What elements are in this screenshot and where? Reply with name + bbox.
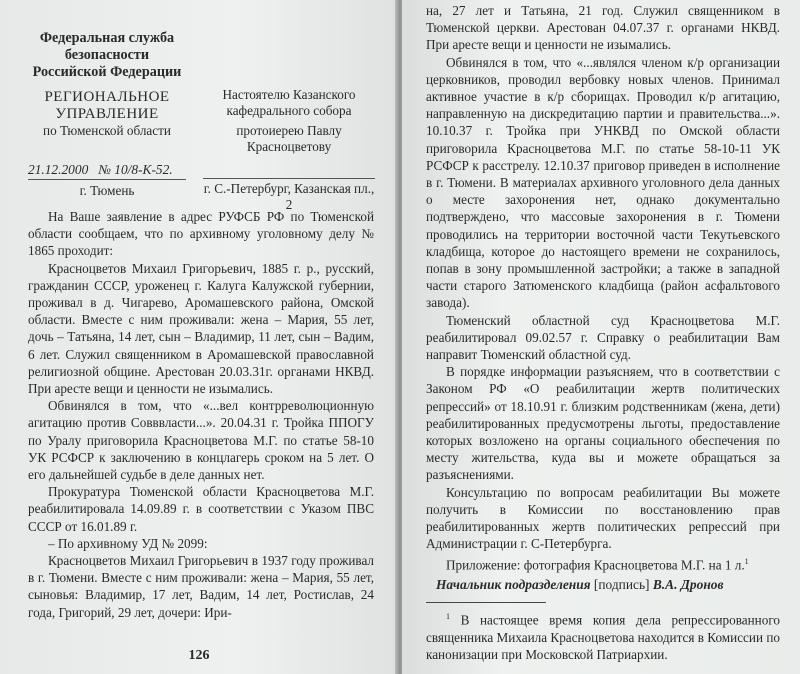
letter-number: № 10/8-К-52. [98, 162, 173, 177]
paragraph: Красноцветов Михаил Григорьевич, 1885 г. р., русский, гражданин СССР, уроженец г. Калуга Калужской губернии, проживал в д. Чигарево, Аромашевского района, Омской области. Вместе с ним проживали: жена – Мария, 55 лет, дочь – Татьяна, 14 лет, сын – Владимир, 11 лет, сын – Вадим, 6 лет. Служил священником в Аромашевской православной религиозной общине. Арестован 20.03.31г. органами НКВД. При аресте вещи и ценности не изымались. [28, 260, 374, 397]
recipient-line-2: протоиерею Павлу Красноцветову [236, 123, 342, 154]
date-block [28, 162, 186, 199]
paragraph: Прокуратура Тюменской области Красноцветова М.Г. реабилитировала 14.09.89 г. в соответствии с Указом ПВС СССР от 16.01.89 г. [28, 484, 374, 534]
right-page [402, 0, 800, 674]
signer-name: В.А. Дронов [652, 577, 724, 593]
paragraph: Тюменский областной суд Красноцветова М.Г. реабилитировал 09.02.57 г. Справку о реабилитации Вам направит Тюменский областной суд. [426, 312, 780, 363]
signature-line [426, 577, 780, 593]
recipient-line-1: Настоятелю Казанского кафедрального собора [222, 87, 356, 118]
paragraph: – По архивному УД № 2099: [48, 535, 208, 551]
signature-note: [подпись] [593, 577, 650, 593]
attachment-text: Приложение: фотография Красноцветова М.Г. на 1 л. [446, 556, 745, 572]
recipient-address: г. С.-Петербург, Казанская пл., 2 [203, 178, 375, 213]
department-subtitle: по Тюменской области [43, 123, 171, 138]
sender-block [28, 30, 186, 139]
footnote-marker: 1 [744, 556, 749, 566]
signer-position: Начальник подразделения [436, 577, 591, 593]
paragraph: Обвинялся в том, что «...вел контрреволюционную агитацию против Совввласти...». 20.04.31 г. Тройка ППОГУ по Уралу приговорила Красноцветова М.Г. по статье 58-10 УК РСФСР к заключению в концлагерь сроком на 5 лет. О его дальнейшей судьбе в деле данных нет. [28, 398, 374, 483]
paragraph: В порядке информации разъясняем, что в соответствии с Законом РФ «О реабилитации жертв политических репрессий» от 18.10.91 г. близким родственникам (жена, дети) реабилитированных предусмотрены льготы, предоставление которых возложено на органы социального обеспечения по месту жительства, куда вы и можете обращаться за разъяснениями. [426, 364, 780, 483]
footnote [426, 608, 780, 663]
right-body [426, 2, 780, 663]
paragraph: Консультацию по вопросам реабилитации Вы можете получить в Комиссии по восстановлению прав реабилитированных жертв политических репрессий при Администрации г. С-Петербурга. [426, 484, 780, 552]
footnote-divider [426, 602, 546, 603]
paragraph: Обвинялся в том, что «...являлся членом к/р организации церковников, проводил вербовку новых членов. Принимал активное участие в к/р сборищах. Проводил к/р агитацию, направленную на дискредитацию партии и правительства...». 10.10.37 г. Тройка при УНКВД по Омской области приговорила Красноцветова М.Г. по статье 58-10-11 УК РСФСР к расстрелу. 12.10.37 приговор приведен в исполнение в г. Тюмени. В материалах архивного уголовного дела данных о месте захоронения нет, однако документально подтверждено, что массовые захоронения в г. Тюмени проводились на территории восточной части Текутьевского кладбища, которое до настоящего времени не сохранилось, попав в зону промышленной застройки; а также в западной части старого Затюменского кладбища (район асфальтового завода). [426, 54, 780, 311]
letter-date: 21.12.2000 [28, 162, 89, 177]
sender-city: г. Тюмень [79, 183, 135, 198]
recipient-block [203, 87, 375, 155]
footnote-text: В настоящее время копия дела репрессированного священника Михаила Красноцветова находится в Комиссии по канонизации при Московской Патриархии. [426, 612, 780, 662]
paragraph: на, 27 лет и Татьяна, 21 год. Служил священником в Тюменской церкви. Арестован 04.07.37 г. органами НКВД. При аресте вещи и ценности не изымались. [426, 3, 780, 53]
paragraph [426, 553, 780, 574]
agency-name: Федеральная служба безопасности Российской Федерации [32, 30, 182, 80]
department-title: РЕГИОНАЛЬНОЕ УПРАВЛЕНИЕ [44, 89, 170, 122]
page-number: 126 [188, 648, 210, 663]
paragraph: Красноцветов Михаил Григорьевич в 1937 году проживал в г. Тюмени. Вместе с ним проживали: жена – Мария, 55 лет, сыновья: Владимир, 17 лет, Вадим, 14 лет, Ростислав, 24 года, Григорий, 29 лет, дочери: Ири- [28, 553, 374, 620]
date-number-line [28, 162, 186, 180]
letterhead [28, 30, 376, 212]
left-body [28, 208, 374, 621]
footnote-number: 1 [446, 612, 450, 622]
paragraph: На Ваше заявление в адрес РУФСБ РФ по Тюменской области сообщаем, что по архивному уголовному делу № 1865 проходит: [28, 209, 374, 259]
